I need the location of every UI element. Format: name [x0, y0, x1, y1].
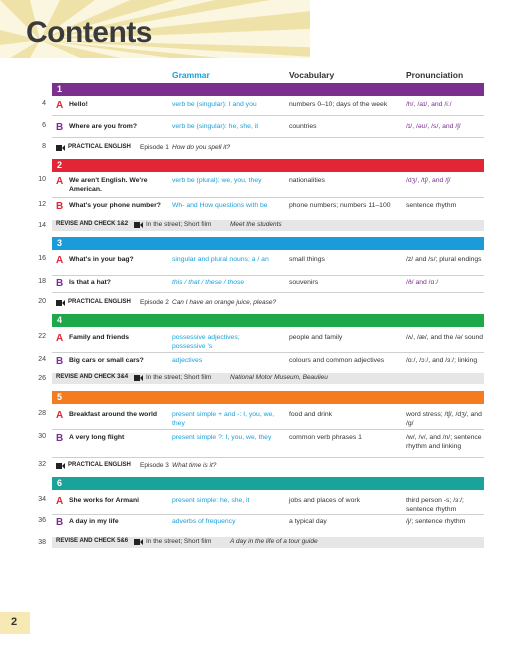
- special-episode: Episode 1: [140, 144, 169, 151]
- page-number: 6: [42, 122, 46, 129]
- vocabulary-cell: food and drink: [289, 411, 333, 418]
- lesson-letter: A: [56, 333, 64, 344]
- column-header-vocabulary: Vocabulary: [289, 70, 335, 80]
- page-number: 14: [38, 222, 46, 229]
- pronunciation-cell: /j/; sentence rhythm: [406, 518, 466, 525]
- page-number: 8: [42, 143, 46, 150]
- unit-2-bar: 2: [52, 159, 484, 172]
- divider: [52, 352, 484, 353]
- special-episode: Episode 2: [140, 299, 169, 306]
- special-episode: Episode 3: [140, 462, 169, 469]
- divider: [52, 115, 484, 116]
- column-header-grammar: Grammar: [172, 70, 210, 80]
- divider: [52, 514, 484, 515]
- grammar-cell: present simple + and -: I, you, we, they: [172, 411, 275, 427]
- vocabulary-cell: a typical day: [289, 518, 327, 525]
- special-label: REVISE AND CHECK 5&6: [56, 538, 129, 544]
- lesson-title: Big cars or small cars?: [69, 357, 144, 364]
- vocabulary-cell: nationalities: [289, 177, 325, 184]
- grammar-cell: singular and plural nouns; a / an: [172, 256, 269, 263]
- pronunciation-cell: /ɑː/, /ɔː/, and /ɜː/; linking: [406, 357, 478, 364]
- vocabulary-cell: common verb phrases 1: [289, 434, 362, 441]
- lesson-letter: A: [56, 255, 64, 266]
- lesson-letter: A: [56, 100, 64, 111]
- grammar-cell: this / that / these / those: [172, 279, 245, 286]
- page-number-footer: 2: [11, 616, 18, 628]
- page-number: 10: [38, 176, 46, 183]
- lesson-title: She works for Armani: [69, 497, 139, 504]
- special-title: Can I have an orange juice, please?: [172, 299, 277, 306]
- unit-1-bar: 1: [52, 83, 484, 96]
- divider: [52, 197, 484, 198]
- pronunciation-cell: /ʌ/, /æ/, and the /ə/ sound: [406, 334, 484, 341]
- vocabulary-cell: jobs and places of work: [289, 497, 361, 504]
- video-camera-icon: [134, 375, 143, 381]
- video-camera-icon: [134, 222, 143, 228]
- lesson-title: Hello!: [69, 101, 88, 108]
- grammar-cell: possessive adjectives; possessive 's: [172, 334, 240, 350]
- pronunciation-cell: /dʒ/, /tʃ/, and /ʃ/: [406, 177, 451, 184]
- page-number: 34: [38, 496, 46, 503]
- grammar-cell: present simple ?: I, you, we, they: [172, 434, 272, 441]
- lesson-letter: B: [56, 122, 64, 133]
- grammar-cell: verb be (singular): he, she, it: [172, 123, 259, 130]
- pronunciation-cell: /w/, /v/, and /n/; sentence rhythm and linking: [406, 434, 482, 450]
- divider: [52, 292, 484, 293]
- vocabulary-cell: countries: [289, 123, 317, 130]
- lesson-letter: A: [56, 496, 64, 507]
- special-label: PRACTICAL ENGLISH: [68, 144, 131, 150]
- page-number: 36: [38, 517, 46, 524]
- lesson-title: What's in your bag?: [69, 256, 134, 263]
- page-number: 4: [42, 100, 46, 107]
- pronunciation-cell: /h/, /aɪ/, and /iː/: [406, 101, 452, 108]
- page-header: [0, 0, 512, 58]
- page-number: 12: [38, 201, 46, 208]
- page-number: 30: [38, 433, 46, 440]
- special-title: National Motor Museum, Beaulieu: [230, 374, 328, 381]
- lesson-letter: B: [56, 433, 64, 444]
- page-number: 26: [38, 375, 46, 382]
- lesson-title: Where are you from?: [69, 123, 137, 130]
- special-episode: In the street; Short film: [146, 221, 212, 228]
- pronunciation-cell: /z/ and /s/; plural endings: [406, 256, 482, 263]
- lesson-title: A day in my life: [69, 518, 119, 525]
- lesson-title: What's your phone number?: [69, 202, 161, 209]
- unit-4-bar: 4: [52, 314, 484, 327]
- unit-6-bar: 6: [52, 477, 484, 490]
- page-number: 16: [38, 255, 46, 262]
- grammar-cell: Wh- and How questions with be: [172, 202, 268, 209]
- lesson-letter: B: [56, 517, 64, 528]
- vocabulary-cell: people and family: [289, 334, 343, 341]
- special-title: What time is it?: [172, 462, 217, 469]
- grammar-cell: verb be (singular): I and you: [172, 101, 257, 108]
- grammar-cell: adjectives: [172, 357, 203, 364]
- special-title: How do you spell it?: [172, 144, 231, 151]
- vocabulary-cell: souvenirs: [289, 279, 319, 286]
- vocabulary-cell: colours and common adjectives: [289, 357, 385, 364]
- special-label: REVISE AND CHECK 1&2: [56, 221, 129, 227]
- divider: [52, 457, 484, 458]
- page-number: 22: [38, 333, 46, 340]
- lesson-letter: A: [56, 410, 64, 421]
- vocabulary-cell: small things: [289, 256, 325, 263]
- page-number: 32: [38, 461, 46, 468]
- page-number: 20: [38, 298, 46, 305]
- video-camera-icon: [56, 463, 65, 469]
- special-label: REVISE AND CHECK 3&4: [56, 374, 129, 380]
- lesson-title: Is that a hat?: [69, 279, 111, 286]
- lesson-title: We aren't English. We're American.: [69, 177, 148, 193]
- lesson-letter: B: [56, 356, 64, 367]
- page-title: Contents: [26, 16, 152, 49]
- pronunciation-cell: word stress; /tʃ/, /dʒ/, and /g/: [406, 411, 482, 427]
- page-number: 28: [38, 410, 46, 417]
- video-camera-icon: [56, 300, 65, 306]
- lesson-letter: B: [56, 278, 64, 289]
- page-number: 38: [38, 539, 46, 546]
- unit-3-bar: 3: [52, 237, 484, 250]
- lesson-title: A very long flight: [69, 434, 125, 441]
- pronunciation-cell: sentence rhythm: [406, 202, 457, 209]
- page-number: 18: [38, 278, 46, 285]
- pronunciation-cell: third person -s; /ɜː/; sentence rhythm: [406, 497, 464, 513]
- divider: [52, 429, 484, 430]
- grammar-cell: present simple: he, she, it: [172, 497, 250, 504]
- lesson-title: Family and friends: [69, 334, 130, 341]
- vocabulary-cell: phone numbers; numbers 11–100: [289, 202, 391, 209]
- grammar-cell: adverbs of frequency: [172, 518, 236, 525]
- vocabulary-cell: numbers 0–10; days of the week: [289, 101, 388, 108]
- pronunciation-cell: /ð/ and /ɑː/: [406, 279, 439, 286]
- video-camera-icon: [134, 539, 143, 545]
- special-title: Meet the students: [230, 221, 282, 228]
- pronunciation-cell: /ɪ/, /əʊ/, /s/, and /ʃ/: [406, 123, 461, 130]
- lesson-letter: B: [56, 201, 64, 212]
- special-label: PRACTICAL ENGLISH: [68, 462, 131, 468]
- special-episode: In the street; Short film: [146, 374, 212, 381]
- special-label: PRACTICAL ENGLISH: [68, 299, 131, 305]
- special-title: A day in the life of a tour guide: [230, 538, 318, 545]
- special-episode: In the street; Short film: [146, 538, 212, 545]
- divider: [52, 137, 484, 138]
- column-header-pronunciation: Pronunciation: [406, 70, 464, 80]
- grammar-cell: verb be (plural): we, you, they: [172, 177, 262, 184]
- divider: [52, 275, 484, 276]
- video-camera-icon: [56, 145, 65, 151]
- lesson-title: Breakfast around the world: [69, 411, 157, 418]
- page-number-box: [0, 612, 30, 634]
- page-number: 24: [38, 356, 46, 363]
- lesson-letter: A: [56, 176, 64, 187]
- unit-5-bar: 5: [52, 391, 484, 404]
